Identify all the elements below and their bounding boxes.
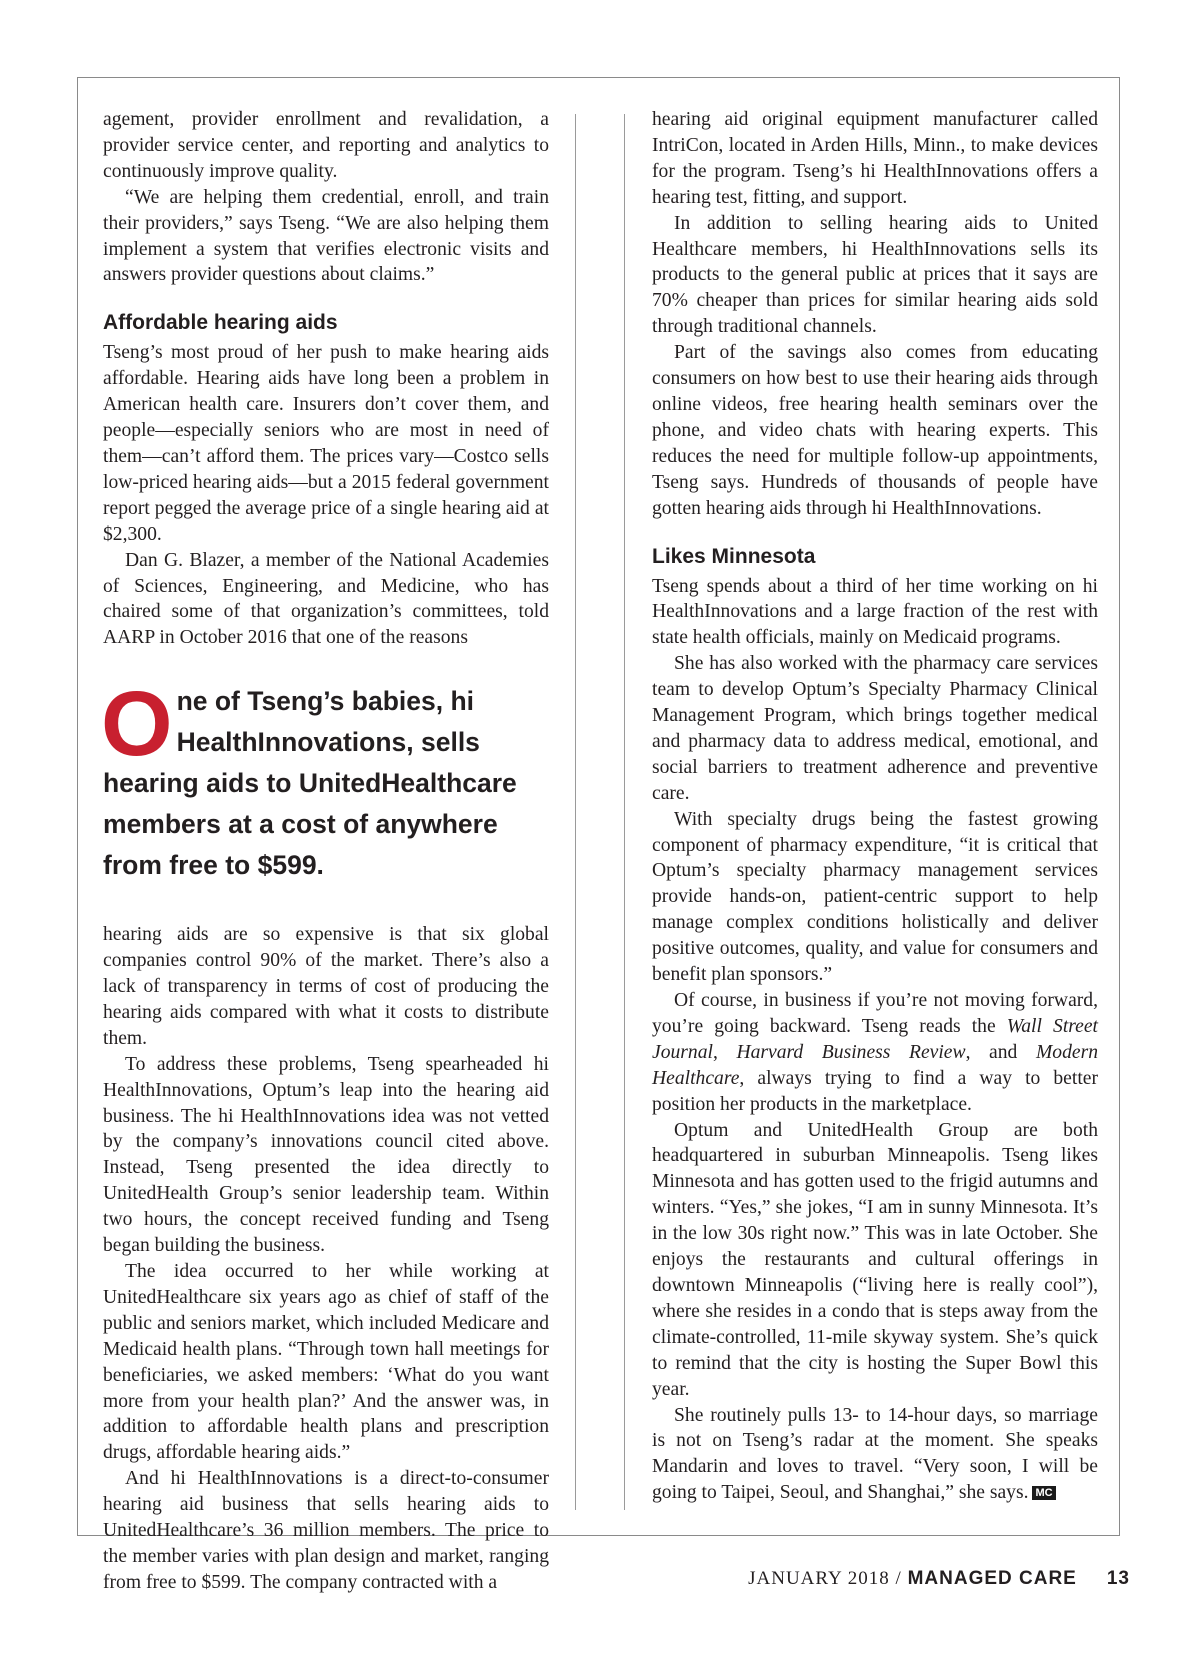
pull-quote (101, 673, 549, 886)
footer-magazine-name: MANAGED CARE (907, 1568, 1077, 1589)
publication-title: Harvard Business Review (736, 1041, 966, 1063)
text-run: , always trying to find a way to better position her products in the marketplace. (652, 1067, 1098, 1115)
paragraph: In addition to selling hearing aids to United Healthcare members, hi HealthInnovations sells its products to the general public at prices that it says are 70% cheaper than prices for similar hearing aids sold through traditional channels. (652, 212, 1098, 338)
text-run: , and (965, 1041, 1036, 1063)
page-footer (748, 1568, 1130, 1590)
paragraph: agement, provider enrollment and revalidation, a provider service center, and reporting and analytics to continuously improve quality. (103, 109, 549, 182)
paragraph: hearing aids are so expensive is that six global companies control 90% of the market. There’s also a lack of transparency in terms of cost of producing the hearing aids compared with what it costs to distribute them. (103, 924, 549, 1049)
paragraph: Part of the savings also comes from educating consumers on how best to use their hearing aids through online videos, free hearing health seminars over the phone, and video chats with hearing experts. This reduces the need for multiple follow-up appointments, Tseng says. Hundreds of thousands of people have gotten hearing aids through hi HealthInnovations. (652, 342, 1098, 519)
paragraph (652, 988, 1098, 1118)
publication-title: Wall Street Journal (652, 1015, 1098, 1063)
left-column (103, 107, 549, 1596)
pull-quote-text: ne of Tseng’s babies, hi HealthInnovations, sells hearing aids to UnitedHealthcare members at a cost of anywhere from free to $599. (103, 686, 517, 881)
paragraph: Tseng’s most proud of her push to make hearing aids affordable. Hearing aids have long been a problem in American health care. Insurers don’t cover them, and people—especially seniors who are most in need of them—can’t afford them. The prices vary—Costco sells low-priced hearing aids—but a 2015 federal government report pegged the average price of a single hearing aid at $2,300. (103, 342, 549, 545)
end-mark-icon: MC (1032, 1486, 1055, 1500)
column-rule-left (575, 114, 576, 1510)
section-heading-likes-minnesota: Likes Minnesota (652, 544, 816, 568)
publication-title: Modern Healthcare (652, 1041, 1098, 1089)
paragraph: Optum and UnitedHealth Group are both headquartered in suburban Minneapolis. Tseng likes Minnesota and has gotten used to the frigid autumns and winters. “Yes,” she jokes, “I am in sunny Minnesota. It’s in the low 30s right now.” This was in late October. She enjoys the restaurants and cultural offerings in downtown Minneapolis (“living here is really cool”), where she resides in a condo that is steps away from the climate-controlled, 11-mile skyway system. She’s quick to remind that the city is hosting the Super Bowl this year. (652, 1119, 1098, 1400)
right-column (652, 107, 1098, 1506)
paragraph: The idea occurred to her while working at UnitedHealthcare six years ago as chief of staff of the public and seniors market, which included Medicare and Medicaid health plans. “Through town hall meetings for beneficiaries, we asked members: ‘What do you want more from your health plan?’ And the answer was, in addition to affordable health plans and prescription drugs, affordable hearing aids.” (103, 1261, 549, 1464)
paragraph: Tseng spends about a third of her time working on hi HealthInnovations and a large fraction of the rest with state health officials, mainly on Medicaid programs. (652, 575, 1098, 649)
page-number: 13 (1106, 1568, 1130, 1589)
paragraph: She has also worked with the pharmacy care services team to develop Optum’s Specialty Pharmacy Clinical Management Program, which brings together medical and pharmacy data to address medical, emotional, and social barriers to treatment adherence and preventive care. (652, 653, 1098, 804)
text-run: Of course, in business if you’re not moving forward, you’re going backward. Tseng reads the (652, 990, 1098, 1037)
paragraph (652, 1403, 1098, 1507)
text-run: She routinely pulls 13- to 14-hour days, so marriage is not on Tseng’s radar at the moment. She speaks Mandarin and loves to travel. “Very soon, I will be going to Taipei, Seoul, and Shanghai,” she says. (652, 1404, 1098, 1504)
text-run: , (712, 1041, 737, 1063)
paragraph: And hi HealthInnovations is a direct-to-consumer hearing aid business that sells hearing aids to UnitedHealthcare’s 36 million members. The price to the member varies with plan design and market, ranging from free to $599. The company contracted with a (103, 1468, 549, 1593)
paragraph: With specialty drugs being the fastest growing component of pharmacy expenditure, “it is critical that Optum’s specialty pharmacy management services provide hands-on, patient-centric support to help manage complex conditions holistically and deliver positive outcomes, quality, and value for consumers and benefit plan sponsors.” (652, 808, 1098, 986)
paragraph: “We are helping them credential, enroll, and train their providers,” says Tseng. “We are also helping them implement a system that verifies electronic visits and answers provider questions about claims.” (103, 186, 549, 286)
paragraph: To address these problems, Tseng spearheaded hi HealthInnovations, Optum’s leap into the hearing aid business. The hi HealthInnovations idea was not vetted by the company’s innovations council cited above. Instead, Tseng presented the idea directly to UnitedHealth Group’s senior leadership team. Within two hours, the concept received funding and Tseng began building the business. (103, 1053, 549, 1257)
footer-date: JANUARY 2018 / (748, 1568, 908, 1589)
paragraph: Dan G. Blazer, a member of the National Academies of Sciences, Engineering, and Medicine, who has chaired some of that organization’s committees, told AARP in October 2016 that one of the reasons (103, 549, 549, 649)
section-heading-affordable-hearing-aids: Affordable hearing aids (103, 311, 338, 335)
column-rule-right (624, 114, 625, 1510)
pull-quote-dropcap: O (101, 673, 173, 776)
paragraph: hearing aid original equipment manufacturer called IntriCon, located in Arden Hills, Minn., to make devices for the program. Tseng’s hi HealthInnovations offers a hearing test, fitting, and support. (652, 109, 1098, 208)
